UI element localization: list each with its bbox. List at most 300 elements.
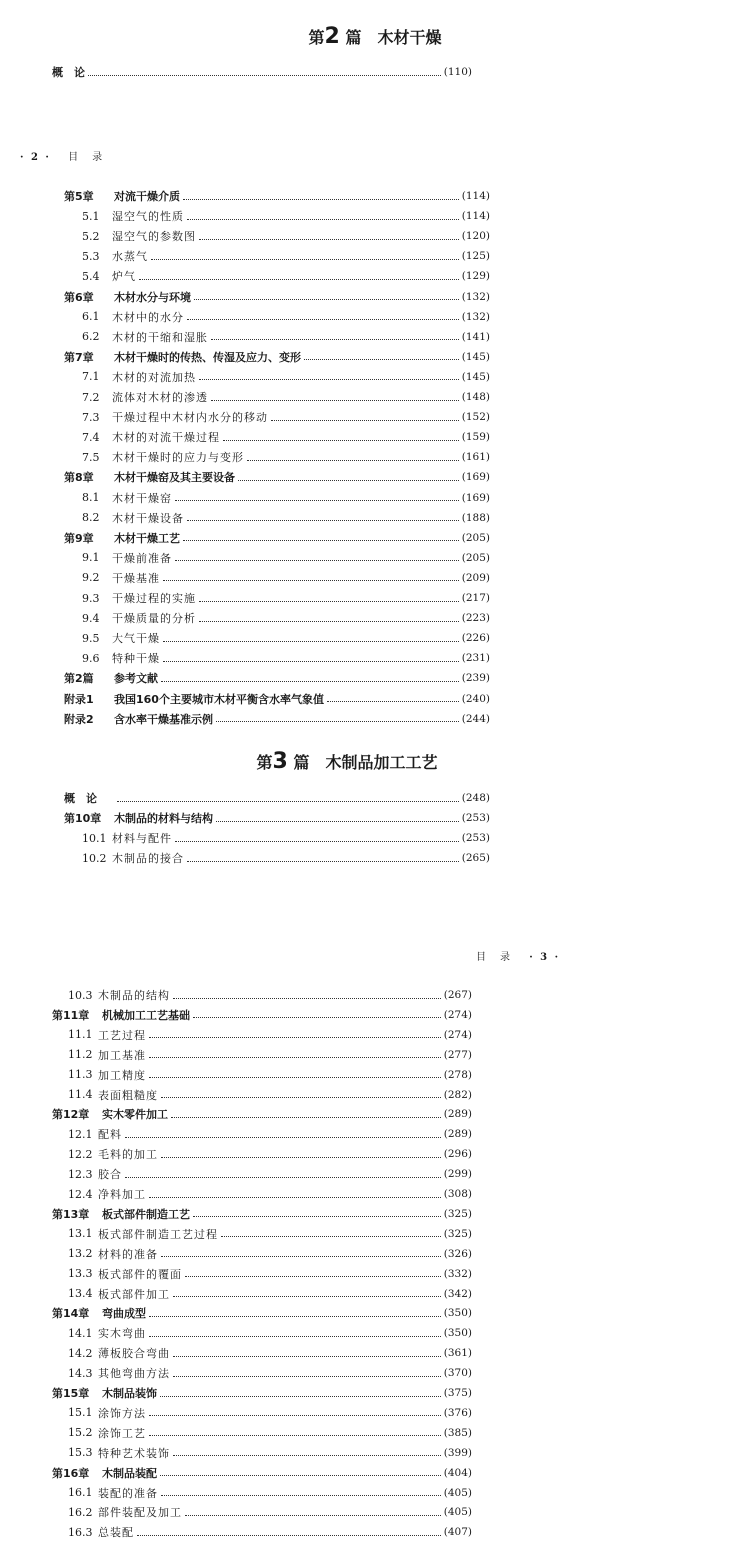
toc-title: 木制品的结构 xyxy=(98,989,170,1002)
toc-title: 对流干燥介质 xyxy=(114,190,180,203)
toc-number: 10.2 xyxy=(82,851,107,865)
toc-number: 9.5 xyxy=(82,631,100,645)
header-page-number: · 2 · xyxy=(20,152,51,163)
toc-number: 9.4 xyxy=(82,611,100,625)
toc-page-number: (370) xyxy=(443,1367,472,1380)
leader-dots xyxy=(271,420,459,421)
toc-number: 13.2 xyxy=(68,1247,93,1261)
toc-number: 13.1 xyxy=(68,1227,93,1241)
leader-dots xyxy=(173,1455,441,1456)
toc-section-row[interactable] xyxy=(68,1224,472,1244)
toc-title: 板式部件加工 xyxy=(98,1287,170,1301)
toc-number: 附录1 xyxy=(64,692,94,706)
toc-section-row[interactable] xyxy=(68,1264,472,1284)
leader-dots xyxy=(161,1157,441,1158)
toc-number: 14.1 xyxy=(68,1326,93,1340)
toc-title: 装配的准备 xyxy=(98,1486,158,1500)
toc-title: 部件装配及加工 xyxy=(98,1506,182,1520)
toc-number: 5.2 xyxy=(82,229,100,243)
toc-title: 工艺过程 xyxy=(98,1028,146,1042)
leader-dots xyxy=(223,440,459,441)
toc-section-row[interactable] xyxy=(68,1343,472,1363)
toc-page-number: (188) xyxy=(461,511,490,524)
toc-section-row[interactable] xyxy=(68,1423,472,1443)
toc-page-number: (342) xyxy=(443,1287,472,1300)
toc-page-number: (226) xyxy=(461,632,490,645)
toc-number: 5.3 xyxy=(82,249,100,263)
toc-number: 6.1 xyxy=(82,310,100,324)
toc-section-row[interactable] xyxy=(82,608,490,628)
toc-page-number: (405) xyxy=(443,1486,472,1499)
toc-title: 木材干燥工艺 xyxy=(114,531,180,545)
toc-page-number: (350) xyxy=(443,1307,472,1320)
toc-section-row[interactable] xyxy=(68,1483,472,1503)
leader-dots xyxy=(238,480,459,481)
toc-page-number: (326) xyxy=(443,1247,472,1260)
toc-page-number: (161) xyxy=(461,451,490,464)
toc-number: 7.4 xyxy=(82,430,100,444)
toc-title: 木材干燥窑及其主要设备 xyxy=(114,471,235,485)
toc-page-number: (296) xyxy=(443,1148,472,1161)
toc-number: 12.4 xyxy=(68,1187,93,1201)
leader-dots xyxy=(149,1415,441,1416)
toc-section-row[interactable] xyxy=(82,226,490,246)
toc-number: 第2篇 xyxy=(64,672,94,686)
toc-title: 木材中的水分 xyxy=(112,310,184,324)
toc-section-row[interactable] xyxy=(68,1284,472,1304)
toc-title: 木制品装配 xyxy=(102,1466,157,1480)
toc-title: 实木弯曲 xyxy=(98,1327,146,1341)
leader-dots xyxy=(187,861,459,862)
leader-dots xyxy=(149,1197,441,1198)
toc-title: 木制品装饰 xyxy=(102,1387,157,1400)
toc-title: 木材的对流干燥过程 xyxy=(112,431,220,445)
toc-number: 第10章 xyxy=(64,812,102,826)
toc-page-number: (239) xyxy=(461,672,490,685)
leader-dots xyxy=(199,239,459,240)
toc-number: 6.2 xyxy=(82,330,100,344)
toc-page-number: (141) xyxy=(461,330,490,343)
toc-page-number: (267) xyxy=(443,989,472,1001)
leader-dots xyxy=(125,1137,441,1138)
header-label: 目 录 xyxy=(476,952,512,963)
toc-page-number: (244) xyxy=(461,712,490,725)
part-2-title-number: 2 xyxy=(324,24,340,49)
toc-section-row[interactable] xyxy=(82,307,490,327)
toc-chapter-row[interactable] xyxy=(64,287,490,307)
leader-dots xyxy=(88,75,441,76)
leader-dots xyxy=(187,319,459,320)
running-header-right xyxy=(476,948,560,963)
part-2-title xyxy=(0,24,750,49)
leader-dots xyxy=(173,1296,441,1297)
toc-page-number: (223) xyxy=(461,612,490,625)
toc-number: 12.1 xyxy=(68,1127,93,1141)
toc-number: 第13章 xyxy=(52,1207,90,1221)
toc-title: 大气干燥 xyxy=(112,632,160,646)
toc-number: 8.1 xyxy=(82,491,100,504)
toc-number: 7.5 xyxy=(82,450,100,464)
toc-page-number: (148) xyxy=(461,391,490,403)
toc-chapter-row[interactable] xyxy=(64,709,490,729)
toc-number: 第8章 xyxy=(64,471,94,485)
toc-page-number: (265) xyxy=(461,852,490,865)
part-2-intro-page: (110) xyxy=(443,66,472,78)
leader-dots xyxy=(151,259,459,260)
toc-section-row[interactable] xyxy=(82,828,490,848)
toc-page-number: (375) xyxy=(443,1387,472,1399)
toc-section-row[interactable] xyxy=(68,1085,472,1105)
toc-section-row[interactable] xyxy=(82,246,490,266)
toc-page-number: (114) xyxy=(461,210,490,223)
leader-dots xyxy=(163,641,459,642)
leader-dots xyxy=(163,580,459,581)
toc-section-row[interactable] xyxy=(68,1045,472,1065)
leader-dots xyxy=(175,560,459,561)
toc-page-number: (217) xyxy=(461,592,490,604)
toc-title: 木制品的接合 xyxy=(112,852,184,866)
toc-page-number: (120) xyxy=(461,230,490,243)
toc-title: 木材水分与环境 xyxy=(114,290,191,304)
leader-dots xyxy=(304,359,459,360)
leader-dots xyxy=(175,841,459,842)
toc-number: 15.2 xyxy=(68,1426,93,1440)
toc-chapter-row[interactable] xyxy=(52,1204,472,1224)
toc-number: 16.1 xyxy=(68,1486,93,1499)
toc-number: 11.3 xyxy=(68,1068,93,1082)
leader-dots xyxy=(161,1097,441,1098)
toc-section-row[interactable] xyxy=(82,548,490,568)
toc-title: 配料 xyxy=(98,1128,122,1142)
toc-section-row[interactable] xyxy=(82,206,490,226)
toc-number: 16.3 xyxy=(68,1525,93,1539)
toc-chapter-row[interactable] xyxy=(64,347,490,367)
toc-page-number: (159) xyxy=(461,431,490,444)
toc-section-row[interactable] xyxy=(68,1124,472,1144)
toc-page-number: (145) xyxy=(461,350,490,363)
toc-section-row[interactable] xyxy=(68,1065,472,1085)
toc-page-number: (169) xyxy=(461,471,490,484)
toc-section-row[interactable] xyxy=(82,848,490,868)
toc-section-row[interactable] xyxy=(82,588,490,608)
toc-page-number: (114) xyxy=(461,190,490,202)
toc-section-row[interactable] xyxy=(68,1363,472,1383)
toc-title: 总装配 xyxy=(98,1526,134,1540)
toc-section-row[interactable] xyxy=(68,1522,472,1542)
leader-dots xyxy=(139,279,459,280)
part-2-intro-label: 概 论 xyxy=(52,66,85,79)
toc-section-row[interactable] xyxy=(68,985,472,1005)
leader-dots xyxy=(160,1396,441,1397)
toc-chapter-row[interactable] xyxy=(64,689,490,709)
leader-dots xyxy=(149,1336,441,1337)
toc-page-number: (132) xyxy=(461,290,490,303)
toc-title: 木材的对流加热 xyxy=(112,370,196,384)
part-3-title-prefix: 第 xyxy=(256,753,273,772)
toc-page-number: (205) xyxy=(461,531,490,544)
toc-chapter-row[interactable] xyxy=(52,1383,472,1403)
toc-title: 特种干燥 xyxy=(112,652,160,666)
toc-number: 15.3 xyxy=(68,1446,93,1460)
toc-page-number: (278) xyxy=(443,1068,472,1081)
toc-page-number: (240) xyxy=(461,692,490,705)
toc-title: 木材的干缩和湿胀 xyxy=(112,330,208,344)
toc-title: 涂饰方法 xyxy=(98,1406,146,1420)
toc-section-row[interactable] xyxy=(68,1403,472,1423)
toc-number: 第14章 xyxy=(52,1307,90,1321)
toc-section-row[interactable] xyxy=(82,407,490,427)
toc-title: 湿空气的参数图 xyxy=(112,230,196,244)
toc-section-row[interactable] xyxy=(82,628,490,648)
leader-dots xyxy=(173,998,441,999)
toc-page-number: (385) xyxy=(443,1426,472,1439)
toc-section-row[interactable] xyxy=(82,488,490,508)
toc-number: 9.1 xyxy=(82,551,100,565)
toc-title: 木材干燥窑 xyxy=(112,491,172,505)
leader-dots xyxy=(149,1077,441,1078)
toc-title: 加工精度 xyxy=(98,1068,146,1082)
toc-page-number: (299) xyxy=(443,1168,472,1181)
toc-page-number: (289) xyxy=(443,1128,472,1141)
toc-page-number: (253) xyxy=(461,812,490,825)
toc-title: 毛料的加工 xyxy=(98,1148,158,1162)
toc-page-number: (253) xyxy=(461,832,490,845)
toc-section-row[interactable] xyxy=(68,1443,472,1463)
part-2-title-suffix: 篇 木材干燥 xyxy=(345,28,442,47)
toc-chapter-row[interactable] xyxy=(64,186,490,206)
toc-number: 第11章 xyxy=(52,1008,90,1022)
toc-title: 机械加工工艺基础 xyxy=(102,1008,190,1022)
toc-title: 干燥过程的实施 xyxy=(112,592,196,605)
toc-number: 第7章 xyxy=(64,350,94,364)
toc-number: 第12章 xyxy=(52,1108,90,1122)
toc-title: 胶合 xyxy=(98,1168,122,1182)
leader-dots xyxy=(137,1535,441,1536)
toc-title: 干燥前准备 xyxy=(112,551,172,565)
toc-chapter-row[interactable] xyxy=(64,668,490,688)
toc-section-row[interactable] xyxy=(82,327,490,347)
toc-title: 加工基准 xyxy=(98,1048,146,1062)
toc-section-row[interactable] xyxy=(82,266,490,286)
toc-title: 木制品的材料与结构 xyxy=(114,812,213,826)
toc-title: 木材干燥设备 xyxy=(112,511,184,525)
toc-title: 材料的准备 xyxy=(98,1247,158,1261)
toc-page-number: (152) xyxy=(461,411,490,424)
header-label: 目 录 xyxy=(68,152,105,163)
toc-title: 流体对木材的渗透 xyxy=(112,391,208,404)
leader-dots xyxy=(149,1316,441,1317)
toc-page-number: (274) xyxy=(443,1008,472,1021)
part-3-title-suffix: 篇 木制品加工工艺 xyxy=(293,753,438,772)
leader-dots xyxy=(193,1216,441,1217)
leader-dots xyxy=(171,1117,441,1118)
toc-page-number: (205) xyxy=(461,551,490,564)
toc-page-number: (350) xyxy=(443,1327,472,1340)
toc-section-row[interactable] xyxy=(82,508,490,528)
toc-chapter-row[interactable] xyxy=(52,1303,472,1323)
leader-dots xyxy=(185,1276,441,1277)
toc-section-row[interactable] xyxy=(68,1184,472,1204)
toc-title: 板式部件的覆面 xyxy=(98,1267,182,1281)
toc-chapter-row[interactable] xyxy=(52,1104,472,1124)
toc-number: 第6章 xyxy=(64,290,94,304)
toc-title: 干燥基准 xyxy=(112,571,160,585)
toc-number: 9.2 xyxy=(82,571,100,585)
leader-dots xyxy=(117,801,459,802)
toc-title: 弯曲成型 xyxy=(102,1307,146,1321)
toc-title: 涂饰工艺 xyxy=(98,1426,146,1440)
toc-page-number: (404) xyxy=(443,1466,472,1479)
toc-number: 14.3 xyxy=(68,1366,93,1380)
leader-dots xyxy=(183,540,459,541)
toc-number: 16.2 xyxy=(68,1505,93,1519)
toc-page-number: (325) xyxy=(443,1227,472,1240)
toc-page-number: (289) xyxy=(443,1108,472,1121)
toc-title: 参考文献 xyxy=(114,672,158,686)
part-2-intro-row[interactable] xyxy=(52,62,472,82)
toc-page-number: (132) xyxy=(461,310,490,323)
leader-dots xyxy=(211,339,459,340)
toc-number: 5.4 xyxy=(82,269,100,283)
toc-number: 8.2 xyxy=(82,511,100,525)
leader-dots xyxy=(247,460,459,461)
toc-chapter-row[interactable] xyxy=(64,467,490,487)
toc-section-row[interactable] xyxy=(68,1025,472,1045)
toc-number: 第5章 xyxy=(64,190,94,203)
toc-section-row[interactable] xyxy=(82,568,490,588)
toc-section-row[interactable] xyxy=(68,1323,472,1343)
toc-section-row[interactable] xyxy=(82,447,490,467)
toc-number: 第15章 xyxy=(52,1387,90,1400)
toc-page-number: (125) xyxy=(461,250,490,263)
leader-dots xyxy=(187,219,459,220)
leader-dots xyxy=(149,1435,441,1436)
toc-number: 9.3 xyxy=(82,591,100,605)
toc-number: 7.3 xyxy=(82,410,100,424)
toc-page-number: (277) xyxy=(443,1048,472,1061)
toc-title: 水蒸气 xyxy=(112,250,148,264)
leader-dots xyxy=(193,1017,441,1018)
toc-chapter-row[interactable] xyxy=(52,1463,472,1483)
toc-page-number: (129) xyxy=(461,270,490,283)
toc-section-row[interactable] xyxy=(68,1144,472,1164)
toc-number: 14.2 xyxy=(68,1346,93,1360)
toc-page-number: (361) xyxy=(443,1347,472,1360)
toc-section-row[interactable] xyxy=(82,367,490,387)
toc-title: 板式部件制造工艺 xyxy=(102,1207,190,1221)
toc-number: 9.6 xyxy=(82,651,100,665)
leader-dots xyxy=(185,1515,441,1516)
toc-title: 实木零件加工 xyxy=(102,1108,168,1122)
toc-page-number: (248) xyxy=(461,792,490,804)
toc-title: 湿空气的性质 xyxy=(112,210,184,224)
leader-dots xyxy=(161,1495,441,1496)
toc-title: 材料与配件 xyxy=(112,832,172,846)
toc-section-row[interactable] xyxy=(82,387,490,407)
toc-section-row[interactable] xyxy=(68,1502,472,1522)
toc-number: 11.4 xyxy=(68,1088,93,1101)
toc-title: 净料加工 xyxy=(98,1188,146,1201)
toc-page-number: (308) xyxy=(443,1188,472,1200)
leader-dots xyxy=(216,721,459,722)
toc-section-row[interactable] xyxy=(68,1164,472,1184)
toc-number: 13.4 xyxy=(68,1287,93,1300)
toc-number: 12.2 xyxy=(68,1147,93,1161)
leader-dots xyxy=(161,681,459,682)
toc-number: 11.1 xyxy=(68,1028,93,1042)
leader-dots xyxy=(183,199,459,200)
leader-dots xyxy=(149,1057,441,1058)
toc-page-number: (376) xyxy=(443,1406,472,1419)
toc-page-number: (282) xyxy=(443,1088,472,1101)
toc-number: 10.1 xyxy=(82,831,107,845)
toc-number: 第9章 xyxy=(64,531,94,545)
toc-title: 板式部件制造工艺过程 xyxy=(98,1227,218,1241)
leader-dots xyxy=(125,1177,441,1178)
leader-dots xyxy=(161,1256,441,1257)
toc-title: 我国160个主要城市木材平衡含水率气象值 xyxy=(114,692,324,706)
toc-page-number: (209) xyxy=(461,571,490,584)
toc-section-row[interactable] xyxy=(68,1244,472,1264)
toc-page-number: (231) xyxy=(461,652,490,665)
toc-title: 特种艺术装饰 xyxy=(98,1446,170,1460)
running-header-left xyxy=(20,148,104,163)
leader-dots xyxy=(211,400,459,401)
toc-title: 表面粗糙度 xyxy=(98,1088,158,1102)
part-2-title-prefix: 第 xyxy=(308,28,325,47)
leader-dots xyxy=(199,379,459,380)
leader-dots xyxy=(199,601,459,602)
toc-section-row[interactable] xyxy=(82,427,490,447)
toc-number: 附录2 xyxy=(64,712,94,726)
part-3-title-number: 3 xyxy=(272,749,288,774)
toc-title: 炉气 xyxy=(112,270,136,284)
toc-section-row[interactable] xyxy=(82,648,490,668)
toc-page-number: (405) xyxy=(443,1506,472,1519)
toc-chapter-row[interactable] xyxy=(64,788,490,808)
header-page-number: · 3 · xyxy=(529,952,561,963)
leader-dots xyxy=(173,1376,441,1377)
leader-dots xyxy=(149,1037,441,1038)
leader-dots xyxy=(194,299,459,300)
toc-page-number: (399) xyxy=(443,1446,472,1459)
toc-page-number: (274) xyxy=(443,1028,472,1041)
toc-number: 7.1 xyxy=(82,370,100,384)
toc-number: 10.3 xyxy=(68,988,93,1002)
toc-title: 干燥过程中木材内水分的移动 xyxy=(112,411,268,425)
toc-chapter-row[interactable] xyxy=(52,1005,472,1025)
toc-number: 5.1 xyxy=(82,209,100,223)
leader-dots xyxy=(216,821,459,822)
toc-chapter-row[interactable] xyxy=(64,808,490,828)
leader-dots xyxy=(327,701,459,702)
leader-dots xyxy=(187,520,459,521)
toc-page-number: (169) xyxy=(461,491,490,504)
toc-title: 木材干燥时的传热、传湿及应力、变形 xyxy=(114,350,301,364)
toc-chapter-row[interactable] xyxy=(64,528,490,548)
toc-page-number: (407) xyxy=(443,1526,472,1539)
leader-dots xyxy=(221,1236,441,1237)
toc-title: 薄板胶合弯曲 xyxy=(98,1347,170,1361)
leader-dots xyxy=(160,1475,441,1476)
leader-dots xyxy=(175,500,459,501)
toc-number: 15.1 xyxy=(68,1406,93,1420)
toc-number: 13.3 xyxy=(68,1267,93,1281)
toc-number: 11.2 xyxy=(68,1048,93,1062)
toc-number: 概 论 xyxy=(64,792,97,805)
toc-page-number: (332) xyxy=(443,1267,472,1280)
toc-title: 木材干燥时的应力与变形 xyxy=(112,451,244,465)
